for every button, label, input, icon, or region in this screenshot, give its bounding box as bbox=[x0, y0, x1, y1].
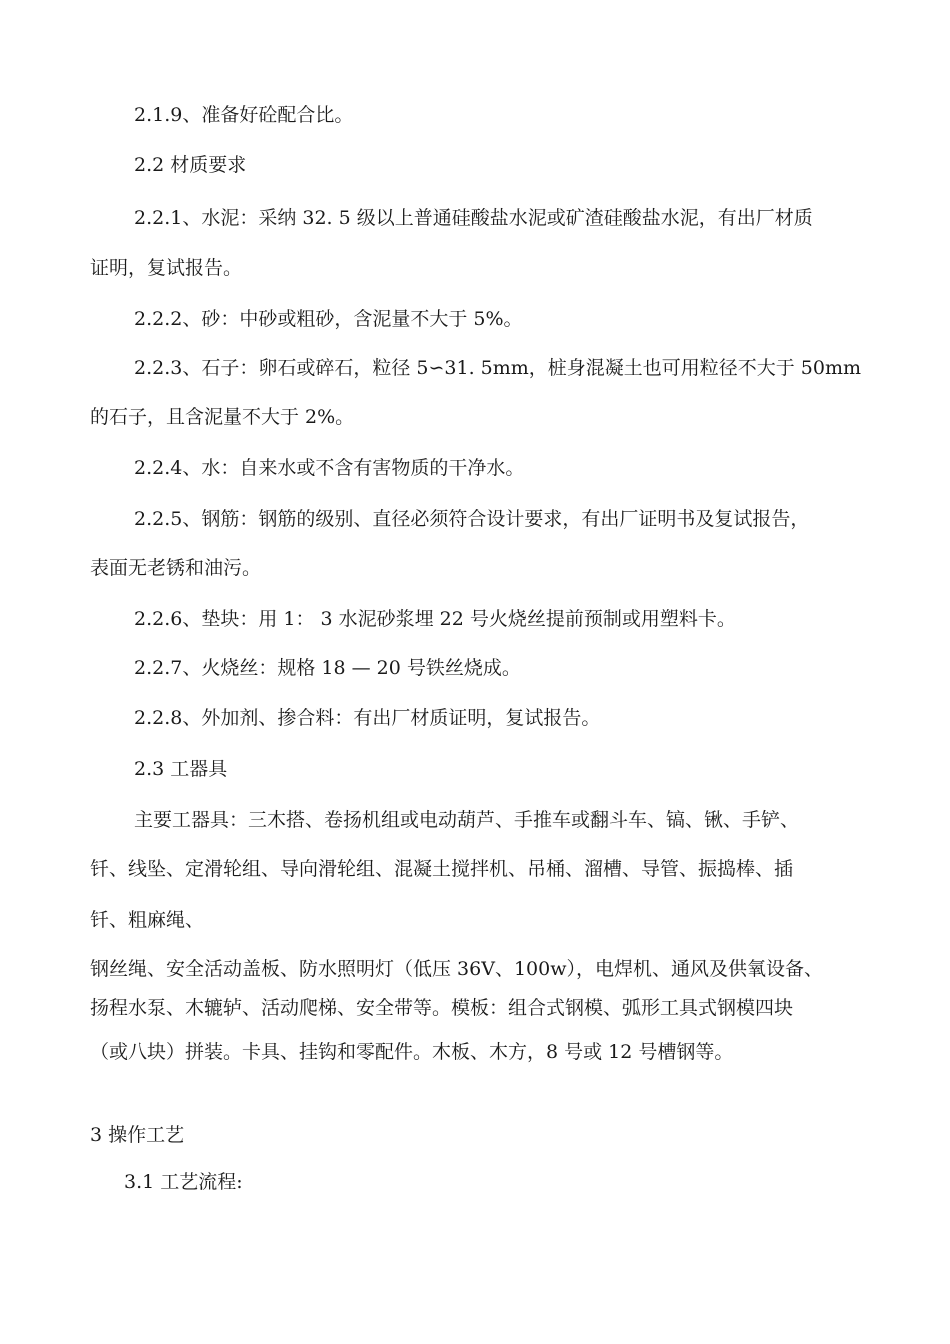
heading-2-3: 2.3 工器具 bbox=[134, 758, 228, 780]
tools-line6: （或八块）拼装。卡具、挂钩和零配件。木板、木方，8 号或 12 号槽钢等。 bbox=[90, 1041, 734, 1063]
item-2-2-3-line1: 2.2.3、石子：卵石或碎石，粒径 5∽31. 5mm，桩身混凝土也可用粒径不大于 50mm bbox=[134, 357, 862, 379]
item-2-2-8: 2.2.8、外加剂、掺合料：有出厂材质证明，复试报告。 bbox=[134, 707, 601, 729]
tools-line5: 扬程水泵、木辘轳、活动爬梯、安全带等。模板：组合式钢模、弧形工具式钢模四块 bbox=[90, 997, 794, 1019]
item-2-2-1-line1: 2.2.1、水泥：采纳 32. 5 级以上普通硅酸盐水泥或矿渣硅酸盐水泥，有出厂材质 bbox=[134, 207, 813, 229]
heading-3: 3 操作工艺 bbox=[90, 1124, 185, 1146]
item-2-2-7: 2.2.7、火烧丝：规格 18 — 20 号铁丝烧成。 bbox=[134, 657, 521, 679]
heading-2-2: 2.2 材质要求 bbox=[134, 154, 247, 176]
item-2-2-4: 2.2.4、水：自来水或不含有害物质的干净水。 bbox=[134, 457, 525, 479]
tools-line4: 钢丝绳、安全活动盖板、防水照明灯（低压 36V、100w），电焊机、通风及供氧设备、 bbox=[90, 958, 823, 980]
item-2-2-1-line2: 证明，复试报告。 bbox=[90, 257, 243, 279]
item-2-2-3-line2: 的石子，且含泥量不大于 2%。 bbox=[90, 406, 355, 428]
item-2-1-9: 2.1.9、准备好砼配合比。 bbox=[134, 104, 354, 126]
item-2-2-5-line2: 表面无老锈和油污。 bbox=[90, 557, 262, 579]
tools-line3: 钎、粗麻绳、 bbox=[90, 909, 205, 931]
tools-line1: 主要工器具：三木搭、卷扬机组或电动葫芦、手推车或翻斗车、镐、锹、手铲、 bbox=[134, 809, 800, 831]
item-2-2-6: 2.2.6、垫块：用 1： 3 水泥砂浆埋 22 号火烧丝提前预制或用塑料卡。 bbox=[134, 608, 736, 630]
item-2-2-5-line1: 2.2.5、钢筋：钢筋的级别、直径必须符合设计要求，有出厂证明书及复试报告， bbox=[134, 508, 810, 530]
heading-3-1: 3.1 工艺流程: bbox=[124, 1171, 243, 1193]
tools-line2: 钎、线坠、定滑轮组、导向滑轮组、混凝土搅拌机、吊桶、溜槽、导管、振捣棒、插 bbox=[90, 858, 794, 880]
item-2-2-2: 2.2.2、砂：中砂或粗砂，含泥量不大于 5%。 bbox=[134, 308, 523, 330]
